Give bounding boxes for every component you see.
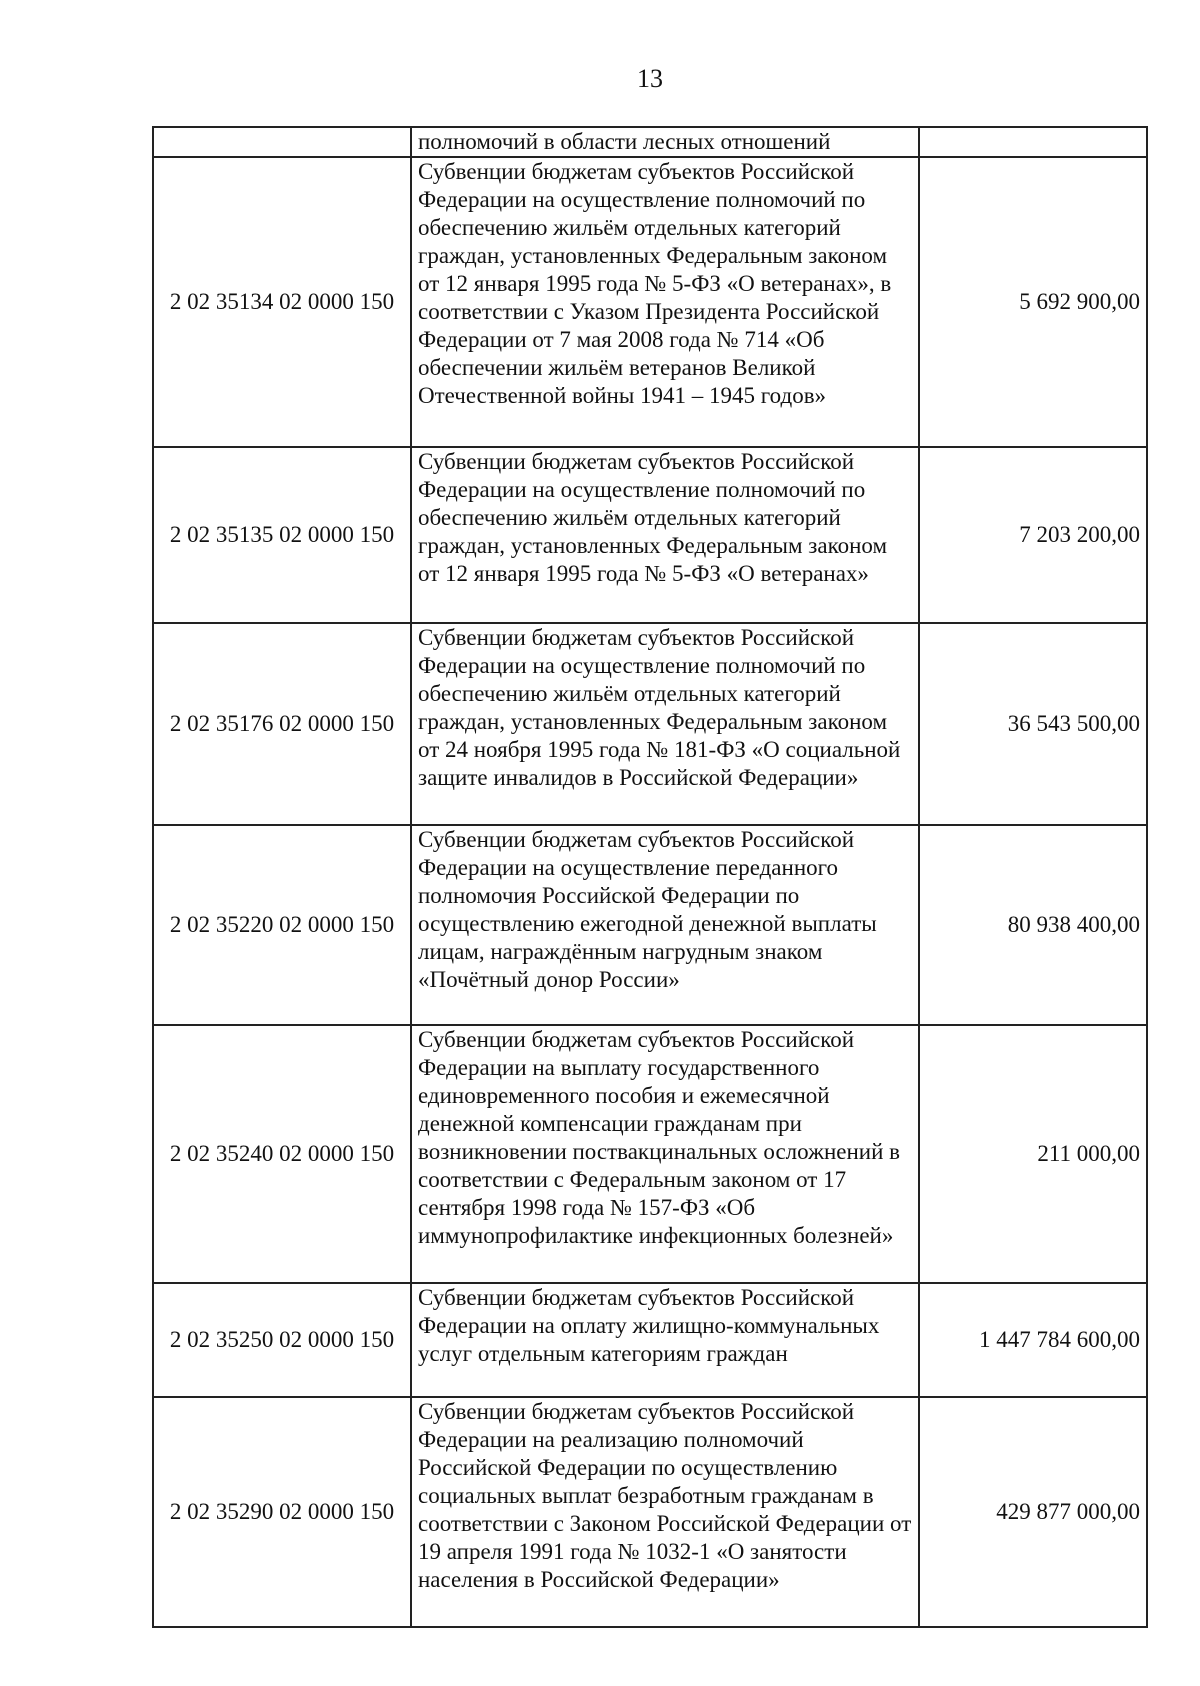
amount-cell: 7 203 200,00: [919, 447, 1147, 623]
description-cell: Субвенции бюджетам субъектов Российской Федерации на осуществление полномочий по обеспечению жильём отдельных категорий граждан, установленных Федеральным законом от 12 января 1995 года № 5-ФЗ «О ветеранах», в соответствии с Указом Президента Российской Федерации от 7 мая 2008 года № 714 «Об обеспечении жильём ветеранов Великой Отечественной войны 1941 – 1945 годов»: [411, 157, 919, 447]
amount-cell: 80 938 400,00: [919, 825, 1147, 1025]
amount-cell: 1 447 784 600,00: [919, 1283, 1147, 1397]
description-cell: Субвенции бюджетам субъектов Российской Федерации на выплату государственного единовременного пособия и ежемесячной денежной компенсации гражданам при возникновении поствакцинальных осложнений в соответствии с Федеральным законом от 17 сентября 1998 года № 157-ФЗ «Об иммунопрофилактике инфекционных болезней»: [411, 1025, 919, 1283]
page-number: 13: [637, 64, 663, 93]
budget-code-cell: [153, 127, 411, 157]
table-row: [153, 447, 1147, 623]
amount-cell: 5 692 900,00: [919, 157, 1147, 447]
table-row: [153, 623, 1147, 825]
amount-cell: 211 000,00: [919, 1025, 1147, 1283]
budget-code-cell: 2 02 35250 02 0000 150: [153, 1283, 411, 1397]
budget-code-cell: 2 02 35220 02 0000 150: [153, 825, 411, 1025]
budget-code-cell: 2 02 35134 02 0000 150: [153, 157, 411, 447]
table-row: [153, 127, 1147, 157]
table-row: [153, 1283, 1147, 1397]
description-cell: Субвенции бюджетам субъектов Российской Федерации на осуществление полномочий по обеспечению жильём отдельных категорий граждан, установленных Федеральным законом от 24 ноября 1995 года № 181-ФЗ «О социальной защите инвалидов в Российской Федерации»: [411, 623, 919, 825]
description-cell: Субвенции бюджетам субъектов Российской Федерации на реализацию полномочий Российской Федерации по осуществлению социальных выплат безработным гражданам в соответствии с Законом Российской Федерации от 19 апреля 1991 года № 1032-1 «О занятости населения в Российской Федерации»: [411, 1397, 919, 1627]
table-row: [153, 1025, 1147, 1283]
table-row: [153, 157, 1147, 447]
budget-code-cell: 2 02 35290 02 0000 150: [153, 1397, 411, 1627]
description-cell: Субвенции бюджетам субъектов Российской Федерации на осуществление переданного полномочия Российской Федерации по осуществлению ежегодной денежной выплаты лицам, награждённым нагрудным знаком «Почётный донор России»: [411, 825, 919, 1025]
amount-cell: 36 543 500,00: [919, 623, 1147, 825]
description-cell: Субвенции бюджетам субъектов Российской Федерации на осуществление полномочий по обеспечению жильём отдельных категорий граждан, установленных Федеральным законом от 12 января 1995 года № 5-ФЗ «О ветеранах»: [411, 447, 919, 623]
description-cell: Субвенции бюджетам субъектов Российской Федерации на оплату жилищно-коммунальных услуг отдельным категориям граждан: [411, 1283, 919, 1397]
budget-code-cell: 2 02 35176 02 0000 150: [153, 623, 411, 825]
budget-code-cell: 2 02 35135 02 0000 150: [153, 447, 411, 623]
budget-table: [152, 126, 1148, 1628]
amount-cell: [919, 127, 1147, 157]
table-row: [153, 1397, 1147, 1627]
budget-code-cell: 2 02 35240 02 0000 150: [153, 1025, 411, 1283]
amount-cell: 429 877 000,00: [919, 1397, 1147, 1627]
table-row: [153, 825, 1147, 1025]
description-cell: полномочий в области лесных отношений: [411, 127, 919, 157]
